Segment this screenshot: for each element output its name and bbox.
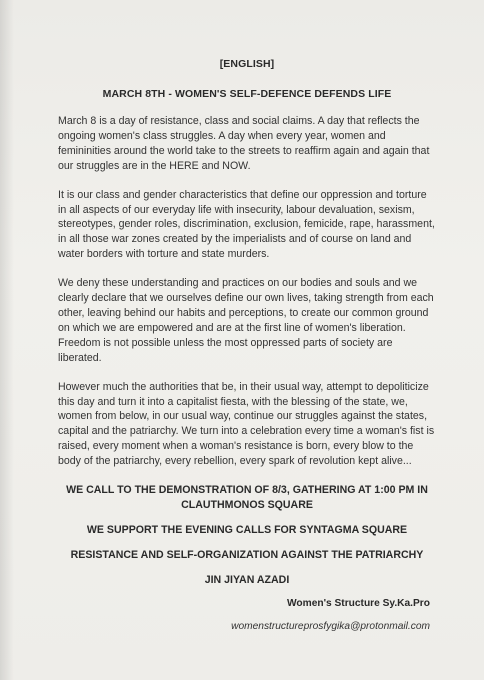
page-shadow — [0, 0, 14, 680]
call-jin-jiyan-azadi: JIN JIYAN AZADI — [204, 574, 290, 587]
call-resistance: RESISTANCE AND SELF-ORGANIZATION AGAINST THE PATRIARCHY — [70, 549, 424, 562]
paragraph-4: However much the authorities that be, in their usual way, attempt to depoliticize this day and turn it into a capitalist fiesta, with the blessing of the state, we, women from below, in our usual way, continue our struggles against the states, capital and the patriarchy. We turn into a celebration every time a woman's fist is raised, every moment when a woman's resistance is born, every blow to the body of the patriarchy, every rebellion, every spark of revolution kept alive... — [58, 380, 435, 468]
call-syntagma: WE SUPPORT THE EVENING CALLS FOR SYNTAGMA SQUARE — [86, 524, 408, 537]
document-title: MARCH 8TH - WOMEN'S SELF-DEFENCE DEFENDS LIFE — [102, 88, 392, 100]
paragraph-1: March 8 is a day of resistance, class and social claims. A day that reflects the ongoing women's class struggles. A day when every year, women and femininities around the world take to the streets to reaffirm again and again that our struggles are in the HERE and NOW. — [58, 115, 430, 172]
paragraph-3: We deny these understanding and practices on our bodies and souls and we clearly declare that we ourselves define our own lives, taking strength from each other, leaving behind our habits and perceptions, to create our common ground on which we are empowered and are at the first line of women's liberation. Freedom is not possible unless the most oppressed parts of society are liberated. — [58, 277, 434, 364]
call-demonstration: WE CALL TO THE DEMONSTRATION OF 8/3, GATHERING AT 1:00 PM IN CLAUTHMONOS SQUARE — [66, 484, 428, 512]
signature: Women's Structure Sy.Ka.Pro — [286, 598, 430, 610]
language-tag: [ENGLISH] — [219, 58, 275, 70]
paragraph-2: It is our class and gender characteristics that define our oppression and torture in all aspects of our everyday life with insecurity, labour devaluation, sexism, stereotypes, gender roles, discrimination, exclusion, femicide, rape, harassment, in all those war zones created by the imperialists and of course on land and water borders with torture and state murders. — [58, 188, 435, 261]
contact-email: womenstructureprosfygika@protonmail.com — [231, 621, 430, 633]
document-content — [58, 58, 436, 632]
